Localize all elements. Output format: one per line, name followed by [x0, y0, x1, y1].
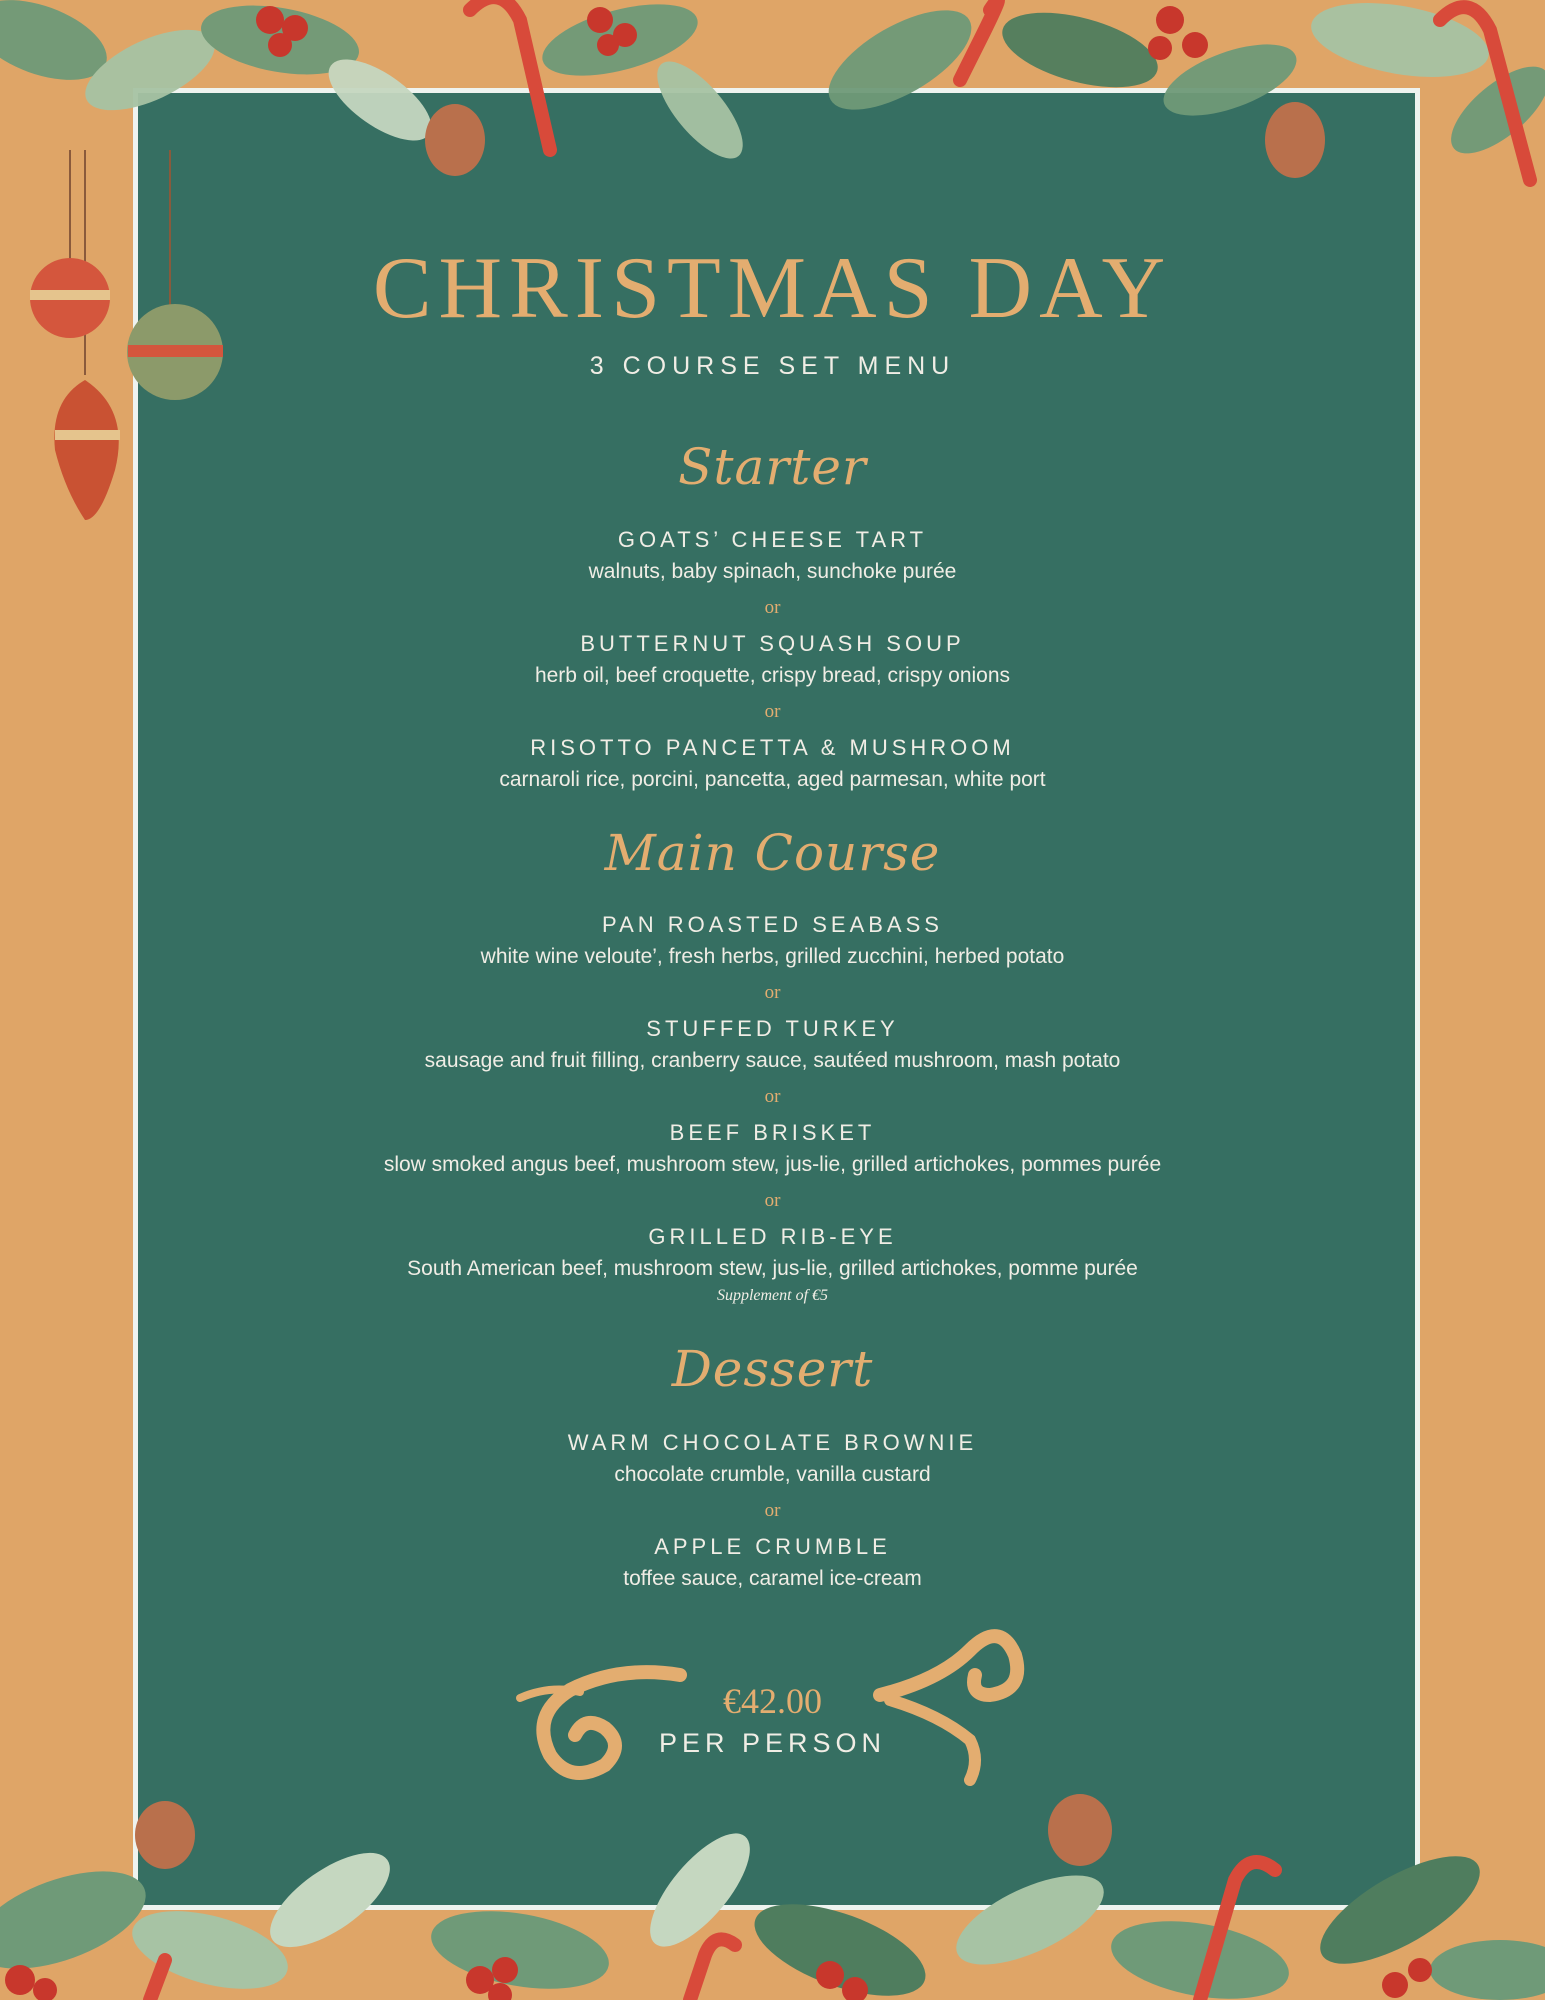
menu-item-name: STUFFED TURKEY [646, 1016, 899, 1041]
menu-item-name: PAN ROASTED SEABASS [602, 912, 943, 937]
menu-item-name: GOATS’ CHEESE TART [617, 527, 928, 552]
price: €42.00 [723, 1681, 822, 1721]
menu-item-description: chocolate crumble, vanilla custard [614, 1463, 931, 1486]
or-divider: or [764, 1086, 781, 1107]
menu-item-name: GRILLED RIB-EYE [648, 1224, 897, 1249]
pinecone-icon [135, 1794, 1112, 1869]
or-divider: or [764, 1500, 781, 1521]
menu-item-name: BEEF BRISKET [669, 1120, 876, 1145]
price-unit: PER PERSON [658, 1728, 887, 1758]
page-title: CHRISTMAS DAY [372, 240, 1173, 337]
menu-item-name: RISOTTO PANCETTA & MUSHROOM [530, 735, 1015, 760]
menu-item-name: BUTTERNUT SQUASH SOUP [580, 631, 965, 656]
menu-item-description: white wine veloute’, fresh herbs, grilled zucchini, herbed potato [480, 945, 1065, 968]
menu-item-description: toffee sauce, caramel ice-cream [623, 1567, 922, 1590]
menu-item-description: slow smoked angus beef, mushroom stew, jus-lie, grilled artichokes, pommes purée [383, 1153, 1162, 1176]
or-divider: or [764, 701, 781, 722]
menu-item-description: sausage and fruit filling, cranberry sauce, sautéed mushroom, mash potato [424, 1049, 1121, 1072]
section-heading-starter: Starter [678, 438, 867, 496]
menu-item-name: WARM CHOCOLATE BROWNIE [567, 1430, 978, 1455]
menu-item-description: herb oil, beef croquette, crispy bread, crispy onions [534, 664, 1011, 687]
menu-item-description: walnuts, baby spinach, sunchoke purée [588, 560, 957, 583]
menu-item-description: South American beef, mushroom stew, jus-lie, grilled artichokes, pomme purée [407, 1257, 1138, 1280]
menu-item-name: APPLE CRUMBLE [654, 1534, 891, 1559]
supplement-note: Supplement of €5 [716, 1287, 829, 1304]
page-subtitle: 3 COURSE SET MENU [589, 352, 956, 380]
or-divider: or [764, 982, 781, 1003]
section-heading-dessert: Dessert [671, 1340, 874, 1398]
or-divider: or [764, 597, 781, 618]
bottom-foliage-icon [0, 1780, 1545, 2000]
menu-item-description: carnaroli rice, porcini, pancetta, aged parmesan, white port [499, 768, 1046, 791]
or-divider: or [764, 1190, 781, 1211]
section-heading-main-course: Main Course [604, 824, 941, 882]
